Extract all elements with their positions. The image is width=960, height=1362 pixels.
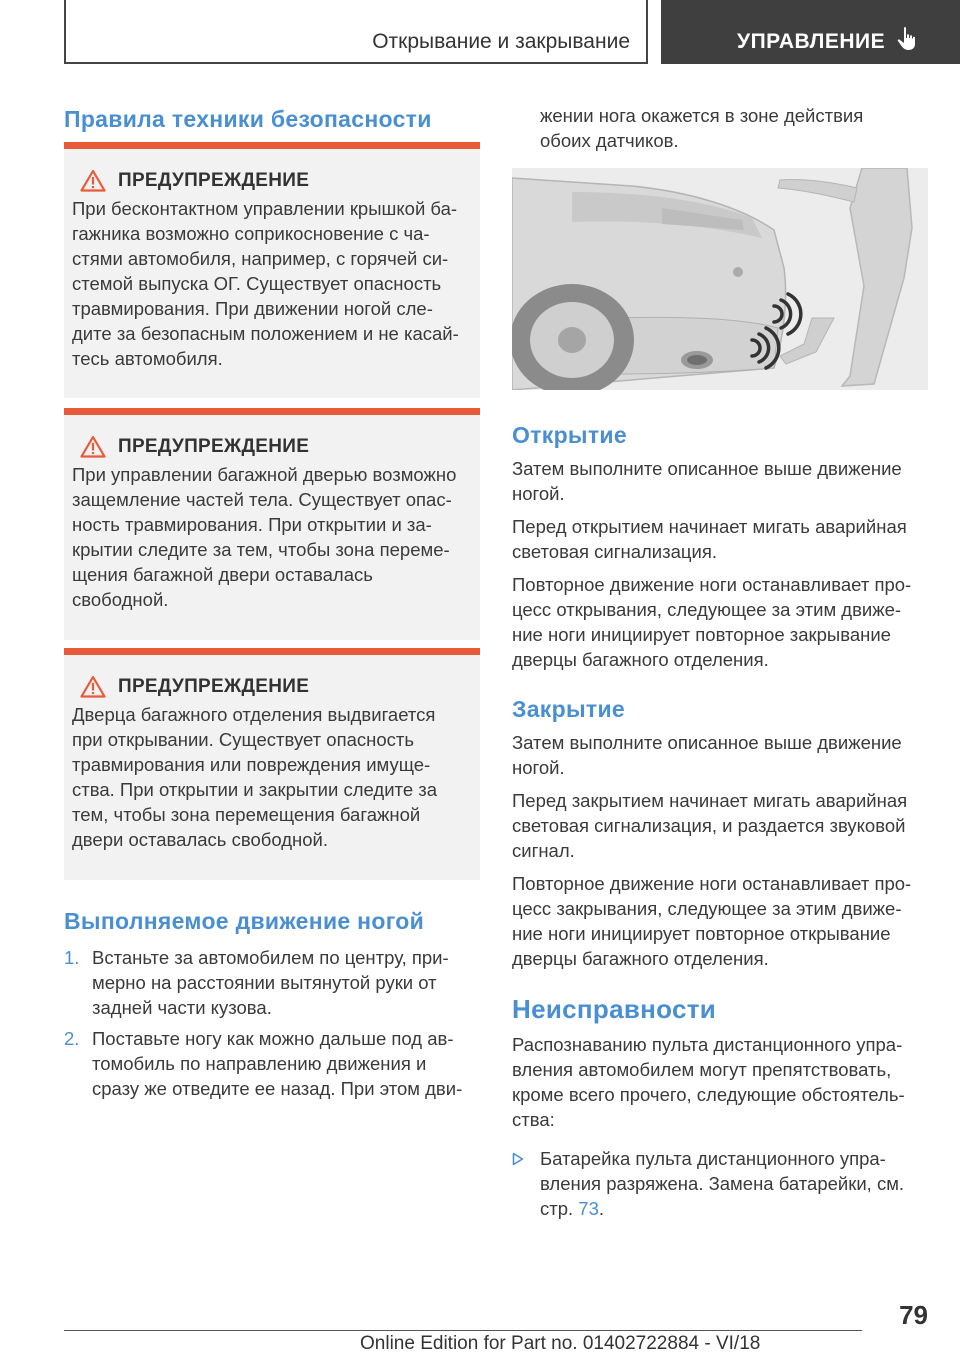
paragraph-line: цесс закрывания, следующее за этим движе-	[512, 898, 902, 919]
foot-movement-heading: Выполняемое движение ногой	[64, 908, 425, 934]
paragraph-line: ства:	[512, 1109, 555, 1130]
faults-heading: Неисправности	[512, 994, 717, 1024]
warning-line: тем, чтобы зона перемещения багажной	[72, 804, 421, 825]
warning-line: защемление частей тела. Существует опас-	[72, 489, 452, 510]
list-item	[512, 1146, 928, 1221]
warning-line: дите за безопасным положением и не касай-	[72, 323, 459, 344]
bullet-line: вления разряжена. Замена батарейки, см.	[540, 1173, 905, 1194]
warning-line: двери оставалась свободной.	[72, 829, 328, 850]
paragraph-line: Затем выполните описанное выше движение	[512, 458, 902, 479]
paragraph-line: ногой.	[512, 483, 565, 504]
car-foot-sensor-illustration	[512, 168, 928, 390]
warning-line: Дверца багажного отделения выдвигается	[72, 704, 436, 725]
warning-line: травмирования. При движении ногой сле-	[72, 298, 433, 319]
pointing-hand-icon	[896, 26, 920, 52]
paragraph-line: Повторное движение ноги останавливает про-	[512, 873, 912, 894]
step-line: Поставьте ногу как можно дальше под ав-	[92, 1028, 454, 1049]
warning-line: при открывании. Существует опасность	[72, 729, 414, 750]
step-line: томобиль по направлению движения и	[92, 1053, 427, 1074]
paragraph-line: ногой.	[512, 757, 565, 778]
warning-line: стями автомобиля, например, с горячей си-	[72, 248, 449, 269]
warning-line: травмирования или повреждения имуще-	[72, 754, 431, 775]
paragraph-line: Перед закрытием начинает мигать аварийная	[512, 790, 908, 811]
warning-title: ПРЕДУПРЕЖДЕНИЕ	[118, 435, 310, 457]
paragraph-line: Перед открытием начинает мигать аварийная	[512, 516, 907, 537]
step-line: сразу же отведите ее назад. При этом дви-	[92, 1078, 463, 1099]
warning-triangle-icon	[80, 435, 106, 458]
warning-line: крытии следите за тем, чтобы зона переме-	[72, 539, 450, 560]
warning-triangle-icon	[80, 169, 106, 192]
closing-heading: Закрытие	[512, 696, 625, 722]
warning-title: ПРЕДУПРЕЖДЕНИЕ	[118, 675, 310, 697]
steps-list	[64, 945, 480, 1107]
paragraph-line: кроме всего прочего, следующие обстоятель-	[512, 1084, 905, 1105]
paragraph-line: цесс открывания, следующее за этим движе-	[512, 599, 902, 620]
warning-line: стемой выпуска ОГ. Существует опасность	[72, 273, 442, 294]
step-number: 2.	[64, 1028, 80, 1049]
step-line: мерно на расстоянии вытянутой руки от	[92, 972, 437, 993]
paragraph-line: вления автомобилем могут препятствовать,	[512, 1059, 892, 1080]
warning-title: ПРЕДУПРЕЖДЕНИЕ	[118, 169, 310, 191]
paragraph-line: световая сигнализация.	[512, 541, 717, 562]
warning-box-2	[64, 408, 480, 640]
intro-line: обоих датчиков.	[540, 130, 679, 151]
paragraph-line: Повторное движение ноги останавливает про-	[512, 574, 912, 595]
opening-heading: Открытие	[512, 422, 627, 448]
paragraph-line: Распознаванию пульта дистанционного упра-	[512, 1034, 903, 1055]
paragraph-line: дверцы багажного отделения.	[512, 649, 769, 670]
warning-line: щения багажной двери оставалась	[72, 564, 373, 585]
header-section-title: Открывание и закрывание	[372, 30, 630, 53]
list-item	[64, 1026, 480, 1101]
warning-line: ства. При открытии и закрытии следите за	[72, 779, 438, 800]
footer-divider	[64, 1330, 862, 1331]
list-item	[64, 945, 480, 1020]
bullet-line-suffix: .	[598, 1198, 605, 1219]
page-reference-link[interactable]: 73	[578, 1198, 599, 1219]
warning-triangle-icon	[80, 675, 106, 698]
triangle-bullet-icon	[512, 1152, 524, 1166]
header-chapter-tab	[661, 0, 960, 64]
intro-line: жении нога окажется в зоне действия	[540, 105, 864, 126]
warning-line: При управлении багажной дверью возможно	[72, 464, 457, 485]
paragraph-line: световая сигнализация, и раздается звуковой	[512, 815, 906, 836]
warning-line: гажника возможно соприкосновение с ча-	[72, 223, 430, 244]
paragraph-line: сигнал.	[512, 840, 575, 861]
paragraph-line: дверцы багажного отделения.	[512, 948, 769, 969]
page-number: 79	[899, 1300, 928, 1330]
edition-info: Online Edition for Part no. 01402722884 - VI/18	[360, 1333, 761, 1354]
step-number: 1.	[64, 947, 80, 968]
warning-box-3	[64, 648, 480, 880]
step-line: Встаньте за автомобилем по центру, при-	[92, 947, 449, 968]
warning-line: тесь автомобиля.	[72, 348, 223, 369]
bullet-line: Батарейка пульта дистанционного упра-	[540, 1148, 886, 1169]
paragraph-line: Затем выполните описанное выше движение	[512, 732, 902, 753]
paragraph-line: ние ноги инициирует повторное закрывание	[512, 624, 891, 645]
warning-line: свободной.	[72, 589, 169, 610]
bullet-line-prefix: стр.	[540, 1198, 579, 1219]
warning-line: При бесконтактном управлении крышкой ба-	[72, 198, 458, 219]
safety-heading: Правила техники безопасности	[64, 106, 432, 132]
header-chapter-title: УПРАВЛЕНИЕ	[737, 30, 886, 53]
header-section-tab	[64, 0, 648, 64]
step-line: задней части кузова.	[92, 997, 272, 1018]
paragraph-line: ние ноги инициирует повторное открывание	[512, 923, 891, 944]
warning-line: ность травмирования. При открытии и за-	[72, 514, 432, 535]
warning-box-1	[64, 142, 480, 398]
